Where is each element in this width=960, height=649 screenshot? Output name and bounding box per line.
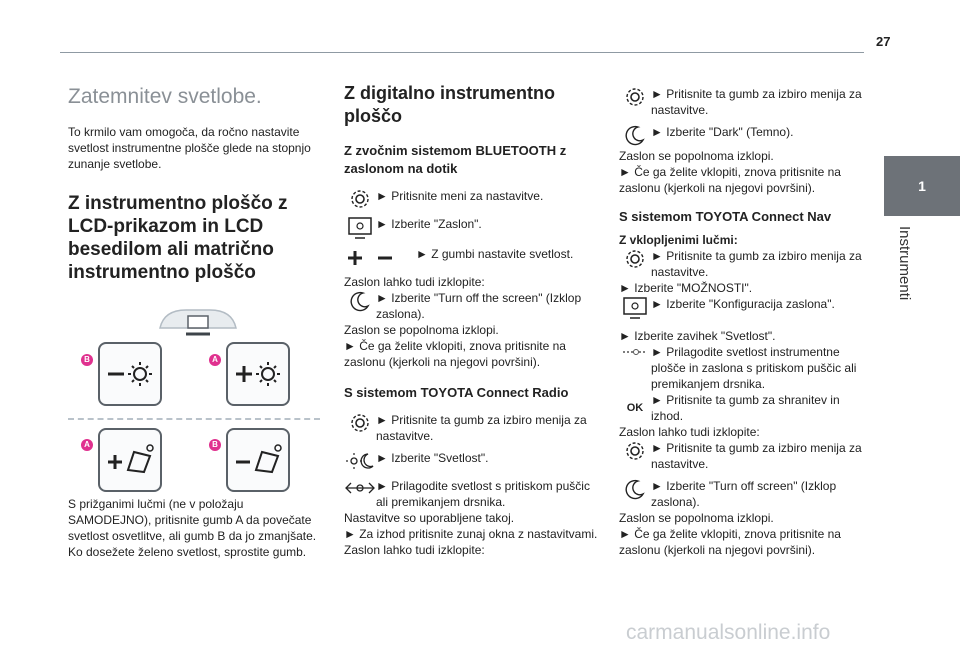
dim-button-b-bottom[interactable] bbox=[226, 428, 290, 492]
display-brightness-icon bbox=[347, 216, 373, 240]
chapter-label: Instrumenti bbox=[896, 226, 913, 301]
slider-dots-icon bbox=[621, 344, 649, 360]
column-3 bbox=[619, 86, 869, 558]
moon-icon bbox=[349, 290, 371, 312]
text-exit: ► Za izhod pritisnite zunaj okna z nastavitvami. bbox=[344, 527, 598, 541]
step-nav-settings: ► Pritisnite ta gumb za izbiro menija za nastavitve. bbox=[619, 248, 869, 280]
dim-button-a-bottom[interactable] bbox=[98, 428, 162, 492]
plus-minus-icon bbox=[344, 246, 408, 268]
step-radio-settings: ► Pritisnite ta gumb za izbiro menija za nastavitve. bbox=[344, 412, 600, 444]
step-ok-save: OK ► Pritisnite ta gumb za shranitev in izhod. bbox=[619, 392, 869, 424]
label-lights-on: Z vklopljenimi lučmi: bbox=[619, 233, 738, 247]
step-adjust-buttons: ► Z gumbi nastavite svetlost. bbox=[344, 246, 600, 268]
gear-icon bbox=[624, 248, 646, 270]
badge-a-bottom: A bbox=[81, 439, 93, 451]
subheading-connect-nav: S sistemom TOYOTA Connect Nav bbox=[619, 209, 832, 224]
heading-lcd-panel: Z instrumentno ploščo z LCD-prikazom in LCD besedilom ali matrično instrumentno ploščo bbox=[68, 193, 288, 283]
plus-sun-icon bbox=[228, 344, 288, 404]
step-radio-brightness: ► Izberite "Svetlost". bbox=[344, 450, 600, 472]
chapter-tab[interactable]: 1 bbox=[884, 156, 960, 216]
minus-sun-icon bbox=[100, 344, 160, 404]
step-radio-slider: ► Prilagodite svetlost s pritiskom puščic ali premikanjem drsnika. bbox=[344, 478, 600, 510]
gear-icon bbox=[349, 412, 371, 434]
text-screen-off-4: Zaslon se popolnoma izklopi. bbox=[619, 511, 774, 525]
sun-moon-icon bbox=[345, 450, 375, 472]
text-applied: Nastavitve so uporabljene takoj. bbox=[344, 511, 515, 525]
minus-dial-icon bbox=[228, 430, 288, 490]
text-screen-off-3: Zaslon se popolnoma izklopi. bbox=[619, 149, 774, 163]
step-options: ► Izberite "MOŽNOSTI". bbox=[619, 281, 753, 295]
step-turn-off-screen: ► Izberite "Turn off the screen" (Izklop zaslona). bbox=[344, 290, 600, 322]
step-brightness-tab: ► Izberite zavihek "Svetlost". bbox=[619, 329, 776, 343]
step-settings-3: ► Pritisnite ta gumb za izbiro menija za nastavitve. bbox=[619, 86, 869, 118]
step-select-display: ► Izberite "Zaslon". bbox=[344, 216, 600, 240]
gear-icon bbox=[624, 440, 646, 462]
ok-button-icon: OK bbox=[626, 402, 644, 414]
divider-dashed bbox=[68, 418, 320, 420]
dimmer-buttons-illustration bbox=[68, 302, 320, 482]
step-nav-slider: ► Prilagodite svetlost instrumentne plošče in zaslona s pritiskom puščic ali premikanjem drsnika. bbox=[619, 344, 869, 392]
gear-icon bbox=[349, 188, 371, 210]
instruction-text: S prižganimi lučmi (ne v položaju SAMODEJNO), pritisnite gumb A da povečate svetlost osvetlitve, ali gumb B da jo zmanjšate. Ko dosežete želeno svetlost, sprostite gumb. bbox=[68, 497, 317, 559]
step-nav-settings-2: ► Pritisnite ta gumb za izbiro menija za nastavitve. bbox=[619, 440, 869, 472]
screen-off-label: Zaslon lahko tudi izklopite: bbox=[344, 275, 485, 289]
page-number: 27 bbox=[876, 34, 891, 49]
heading-digital-panel: Z digitalno instrumentno ploščo bbox=[344, 83, 555, 126]
moon-icon bbox=[624, 124, 646, 146]
badge-a-top: A bbox=[209, 354, 221, 366]
step-display-config: ► Izberite "Konfiguracija zaslona". bbox=[619, 296, 869, 320]
text-screen-on-4: ► Če ga želite vklopiti, znova pritisnite na zaslonu (kjerkoli na njegovi površini). bbox=[619, 527, 841, 557]
step-settings-menu: ► Pritisnite meni za nastavitve. bbox=[344, 188, 600, 210]
gear-icon bbox=[624, 86, 646, 108]
header-rule bbox=[60, 52, 864, 53]
subheading-bluetooth: Z zvočnim sistemom BLUETOOTH z zaslonom na dotik bbox=[344, 143, 567, 176]
display-brightness-icon bbox=[622, 296, 648, 320]
column-1 bbox=[68, 78, 320, 560]
slider-arrows-icon bbox=[344, 478, 376, 498]
text-screen-off: Zaslon se popolnoma izklopi. bbox=[344, 323, 499, 337]
badge-b-top: B bbox=[81, 354, 93, 366]
badge-b-bottom: B bbox=[209, 439, 221, 451]
plus-dial-icon bbox=[100, 430, 160, 490]
dim-button-b-top[interactable] bbox=[98, 342, 162, 406]
text-turn-off: Zaslon lahko tudi izklopite: bbox=[344, 543, 485, 557]
step-select-dark: ► Izberite "Dark" (Temno). bbox=[619, 124, 869, 146]
text-screen-on-3: ► Če ga želite vklopiti, znova pritisnite na zaslonu (kjerkoli na njegovi površini). bbox=[619, 165, 841, 195]
moon-icon bbox=[624, 478, 646, 500]
steering-switch-icon bbox=[156, 302, 240, 338]
intro-text: To krmilo vam omogoča, da ročno nastavite svetlost instrumentne plošče glede na stopnjo zunanje svetlobe. bbox=[68, 125, 311, 171]
dim-button-a-top[interactable] bbox=[226, 342, 290, 406]
step-turn-off-screen-3: ► Izberite "Turn off screen" (Izklop zaslona). bbox=[619, 478, 869, 510]
section-title-dimming: Zatemnitev svetlobe. bbox=[68, 85, 262, 108]
watermark: carmanualsonline.info bbox=[626, 621, 831, 644]
text-screen-on: ► Če ga želite vklopiti, znova pritisnite na zaslonu (kjerkoli na njegovi površini). bbox=[344, 339, 566, 369]
column-2 bbox=[344, 78, 600, 558]
subheading-connect-radio: S sistemom TOYOTA Connect Radio bbox=[344, 385, 569, 400]
text-turn-off-3: Zaslon lahko tudi izklopite: bbox=[619, 425, 760, 439]
